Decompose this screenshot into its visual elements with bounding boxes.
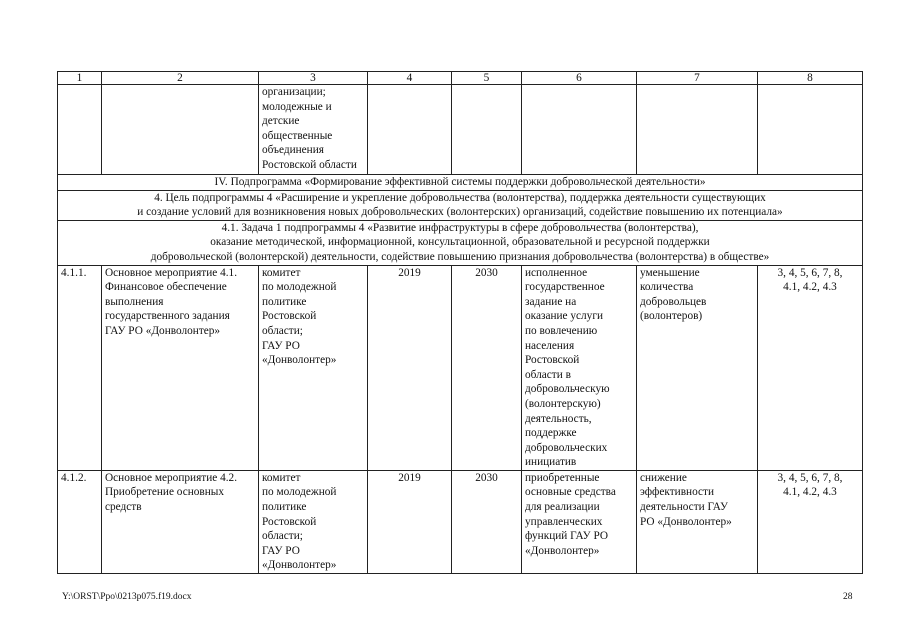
column-number: 6	[522, 72, 637, 85]
non-implementation-consequences: уменьшение количества добровольцев (волонтеров)	[637, 265, 758, 470]
start-year: 2019	[368, 265, 452, 470]
goal-text	[58, 190, 863, 220]
column-number: 7	[637, 72, 758, 85]
table-cell	[452, 85, 522, 175]
task-line: 4.1. Задача 1 подпрограммы 4 «Развитие инфраструктуры в сфере добровольчества (волонтерства),	[221, 221, 699, 234]
end-year: 2030	[452, 470, 522, 573]
task-text	[58, 220, 863, 265]
table-cell	[522, 85, 637, 175]
expected-result: приобретенные основные средства для реализации управленческих функций ГАУ РО «Донволонтер»	[522, 470, 637, 573]
subprogram-title: IV. Подпрограмма «Формирование эффективной системы поддержки добровольческой деятельности»	[58, 175, 863, 191]
goal-line: 4. Цель подпрограммы 4 «Расширение и укрепление добровольчества (волонтерства), поддержка деятельности существующих	[154, 191, 766, 204]
executor: комитет по молодежной политике Ростовской области; ГАУ РО «Донволонтер»	[259, 470, 368, 573]
column-number: 2	[102, 72, 259, 85]
task-line: оказание методической, информационной, консультационной, образовательной и ресурсной поддержки	[210, 236, 710, 249]
task-row	[58, 220, 863, 265]
expected-result: исполненное государственное задание на оказание услуги по вовлечению населения Ростовской области в добровольческую (волонтерскую) деятельность, поддержке добровольческих инициатив	[522, 265, 637, 470]
start-year: 2019	[368, 470, 452, 573]
continuation-row	[58, 85, 863, 175]
activity-name: Основное мероприятие 4.2. Приобретение основных средств	[102, 470, 259, 573]
file-path: Y:\ORST\Ppo\0213p075.f19.docx	[62, 592, 192, 602]
row-number: 4.1.2.	[58, 470, 102, 573]
executor: комитет по молодежной политике Ростовской области; ГАУ РО «Донволонтер»	[259, 265, 368, 470]
table-cell	[758, 85, 863, 175]
column-number: 3	[259, 72, 368, 85]
program-table	[57, 71, 863, 574]
task-line: добровольческой (волонтерской) деятельности, содействие повышению признания добровольчества (волонтерства) в обществе»	[150, 250, 770, 263]
non-implementation-consequences: снижение эффективности деятельности ГАУ РО «Донволонтер»	[637, 470, 758, 573]
related-indicators: 3, 4, 5, 6, 7, 8, 4.1, 4.2, 4.3	[758, 470, 863, 573]
table-row	[58, 265, 863, 470]
column-number: 1	[58, 72, 102, 85]
column-number-row	[58, 72, 863, 85]
goal-row	[58, 190, 863, 220]
activity-name: Основное мероприятие 4.1. Финансовое обеспечение выполнения государственного задания ГАУ РО «Донволонтер»	[102, 265, 259, 470]
end-year: 2030	[452, 265, 522, 470]
table-cell	[102, 85, 259, 175]
subprogram-title-row	[58, 175, 863, 191]
row-number: 4.1.1.	[58, 265, 102, 470]
related-indicators: 3, 4, 5, 6, 7, 8, 4.1, 4.2, 4.3	[758, 265, 863, 470]
page-number: 28	[843, 592, 853, 602]
table-cell	[58, 85, 102, 175]
executor-continuation: организации; молодежные и детские общественные объединения Ростовской области	[259, 85, 368, 175]
table-row	[58, 470, 863, 573]
table-cell	[368, 85, 452, 175]
table-cell	[637, 85, 758, 175]
goal-line: и создание условий для возникновения новых добровольческих (волонтерских) организаций, содействие повышению их потенциала»	[137, 206, 783, 219]
column-number: 8	[758, 72, 863, 85]
column-number: 4	[368, 72, 452, 85]
column-number: 5	[452, 72, 522, 85]
